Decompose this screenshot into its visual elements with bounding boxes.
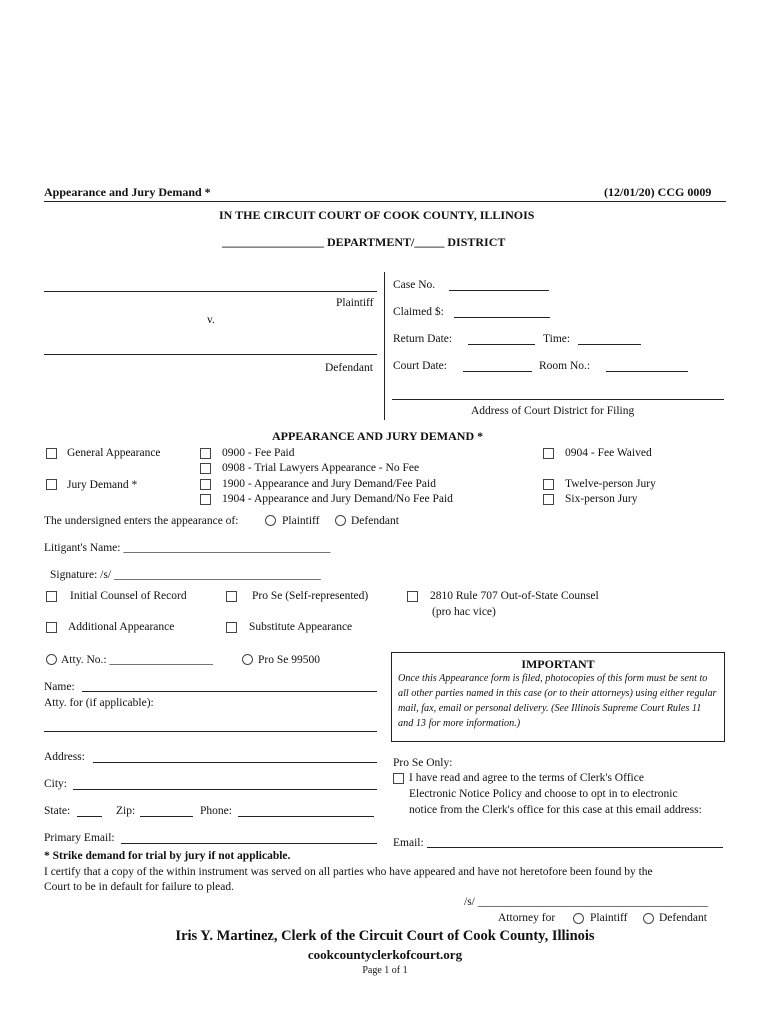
- form-title: Appearance and Jury Demand *: [44, 185, 211, 199]
- city-field[interactable]: [73, 789, 377, 790]
- pro-se-checkbox[interactable]: [226, 591, 237, 602]
- court-date-field[interactable]: [463, 371, 532, 372]
- initial-counsel-checkbox[interactable]: [46, 591, 57, 602]
- twelve-person-jury-checkbox[interactable]: [543, 479, 554, 490]
- fee-1900-checkbox[interactable]: [200, 479, 211, 490]
- fee-0904-checkbox[interactable]: [543, 448, 554, 459]
- important-title: IMPORTANT: [521, 657, 595, 671]
- fee-0904-label: 0904 - Fee Waived: [565, 447, 652, 459]
- pro-se-label: Pro Se (Self-represented): [252, 590, 369, 602]
- plaintiff-label: Plaintiff: [336, 297, 374, 309]
- appearance-defendant-label: Defendant: [351, 515, 399, 527]
- additional-appearance-label: Additional Appearance: [68, 621, 175, 633]
- certify-line-2: Court to be in default for failure to plead.: [44, 881, 235, 893]
- attorney-for-defendant-radio[interactable]: [643, 913, 654, 924]
- zip-field[interactable]: [140, 816, 193, 817]
- important-line-2: all other parties named in this case (or to their attorneys) using either regular: [398, 688, 717, 699]
- jury-demand-label: Jury Demand *: [67, 479, 138, 491]
- additional-appearance-checkbox[interactable]: [46, 622, 57, 633]
- state-field[interactable]: [77, 816, 102, 817]
- pro-se-99500-radio[interactable]: [242, 654, 253, 665]
- form-code: (12/01/20) CCG 0009: [604, 185, 712, 199]
- jury-demand-checkbox[interactable]: [46, 479, 57, 490]
- signature-field[interactable]: Signature: /s/ ____________________________________: [50, 569, 321, 581]
- appearance-plaintiff-label: Plaintiff: [282, 515, 320, 527]
- defendant-name-field[interactable]: [44, 354, 377, 355]
- six-person-jury-checkbox[interactable]: [543, 494, 554, 505]
- phone-label: Phone:: [200, 805, 232, 817]
- case-no-field[interactable]: [449, 290, 549, 291]
- pro-se-email-field[interactable]: [427, 847, 723, 848]
- litigant-name-field[interactable]: Litigant's Name: ____________________________________: [44, 542, 331, 554]
- substitute-appearance-label: Substitute Appearance: [249, 621, 353, 633]
- name-field[interactable]: [82, 691, 377, 692]
- return-date-label: Return Date:: [393, 333, 453, 345]
- electronic-notice-line-1: I have read and agree to the terms of Clerk's Office: [409, 772, 644, 784]
- rule-707-checkbox[interactable]: [407, 591, 418, 602]
- important-line-4: and 13 for more information.): [398, 718, 521, 729]
- six-person-jury-label: Six-person Jury: [565, 493, 638, 505]
- important-box: [391, 652, 725, 742]
- atty-for-label: Atty. for (if applicable):: [44, 697, 154, 709]
- clerk-name: Iris Y. Martinez, Clerk of the Circuit Court of Cook County, Illinois: [175, 928, 595, 944]
- appearance-defendant-radio[interactable]: [335, 515, 346, 526]
- attorney-for-label: Attorney for: [498, 912, 556, 924]
- court-title: IN THE CIRCUIT COURT OF COOK COUNTY, ILLINOIS: [219, 208, 535, 222]
- fee-0908-checkbox[interactable]: [200, 463, 211, 474]
- fee-0900-checkbox[interactable]: [200, 448, 211, 459]
- fee-1904-checkbox[interactable]: [200, 494, 211, 505]
- case-no-label: Case No.: [393, 279, 436, 291]
- plaintiff-name-field[interactable]: [44, 291, 377, 292]
- room-no-field[interactable]: [606, 371, 688, 372]
- fee-0900-label: 0900 - Fee Paid: [222, 447, 295, 459]
- caption-divider: [384, 272, 385, 420]
- court-date-label: Court Date:: [393, 360, 447, 372]
- pro-se-email-label: Email:: [393, 837, 424, 849]
- appearance-plaintiff-radio[interactable]: [265, 515, 276, 526]
- primary-email-field[interactable]: [121, 843, 377, 844]
- return-date-field[interactable]: [468, 344, 535, 345]
- fee-1900-label: 1900 - Appearance and Jury Demand/Fee Paid: [222, 478, 436, 490]
- pro-se-only-title: Pro Se Only:: [393, 757, 453, 769]
- substitute-appearance-checkbox[interactable]: [226, 622, 237, 633]
- zip-label: Zip:: [116, 805, 136, 817]
- general-appearance-checkbox[interactable]: [46, 448, 57, 459]
- electronic-notice-line-2: Electronic Notice Policy and choose to opt in to electronic: [409, 788, 678, 800]
- undersigned-label: The undersigned enters the appearance of:: [44, 515, 239, 527]
- pro-se-99500-label: Pro Se 99500: [258, 654, 320, 666]
- time-field[interactable]: [578, 344, 641, 345]
- claimed-field[interactable]: [454, 317, 550, 318]
- initial-counsel-label: Initial Counsel of Record: [70, 590, 187, 602]
- strike-note: * Strike demand for trial by jury if not applicable.: [44, 850, 291, 862]
- room-no-label: Room No.:: [539, 360, 591, 372]
- certify-line-1: I certify that a copy of the within instrument was served on all parties who have appeared and have not heretofore been found by the: [44, 866, 653, 878]
- general-appearance-label: General Appearance: [67, 447, 161, 459]
- phone-field[interactable]: [238, 816, 374, 817]
- important-line-3: mail, fax, email or personal delivery. (See Illinois Supreme Court Rules 11: [398, 703, 702, 714]
- rule-707-label: 2810 Rule 707 Out-of-State Counsel: [430, 590, 599, 602]
- claimed-label: Claimed $:: [393, 306, 444, 318]
- versus-label: v.: [207, 314, 215, 326]
- electronic-notice-checkbox[interactable]: [393, 773, 404, 784]
- clerk-website: cookcountyclerkofcourt.org: [307, 947, 463, 962]
- fee-0908-label: 0908 - Trial Lawyers Appearance - No Fee: [222, 462, 420, 474]
- time-label: Time:: [543, 333, 571, 345]
- fee-1904-label: 1904 - Appearance and Jury Demand/No Fee Paid: [222, 493, 453, 505]
- attorney-for-plaintiff-radio[interactable]: [573, 913, 584, 924]
- page-number: Page 1 of 1: [362, 965, 408, 976]
- department-line: _________________ DEPARTMENT/_____ DISTRICT: [222, 235, 506, 249]
- district-address-label: Address of Court District for Filing: [471, 405, 635, 417]
- atty-for-field[interactable]: [44, 731, 377, 732]
- city-label: City:: [44, 778, 68, 790]
- section-title: APPEARANCE AND JURY DEMAND *: [272, 429, 484, 443]
- defendant-label: Defendant: [325, 362, 373, 374]
- header-rule: [44, 201, 726, 202]
- district-address-field[interactable]: [392, 399, 724, 400]
- primary-email-label: Primary Email:: [44, 832, 115, 844]
- attorney-signature-field[interactable]: /s/ ________________________________________: [464, 896, 708, 908]
- name-label: Name:: [44, 681, 75, 693]
- atty-no-radio[interactable]: [46, 654, 57, 665]
- address-label: Address:: [44, 751, 85, 763]
- atty-no-field[interactable]: Atty. No.: __________________: [61, 654, 213, 666]
- twelve-person-jury-label: Twelve-person Jury: [565, 478, 656, 490]
- state-label: State:: [44, 805, 71, 817]
- attorney-for-plaintiff-label: Plaintiff: [590, 912, 628, 924]
- attorney-for-defendant-label: Defendant: [659, 912, 707, 924]
- electronic-notice-line-3: notice from the Clerk's office for this case at this email address:: [409, 804, 702, 816]
- important-line-1: Once this Appearance form is filed, photocopies of this form must be sent to: [398, 673, 708, 684]
- pro-hac-vice-label: (pro hac vice): [432, 606, 496, 618]
- address-field[interactable]: [93, 762, 377, 763]
